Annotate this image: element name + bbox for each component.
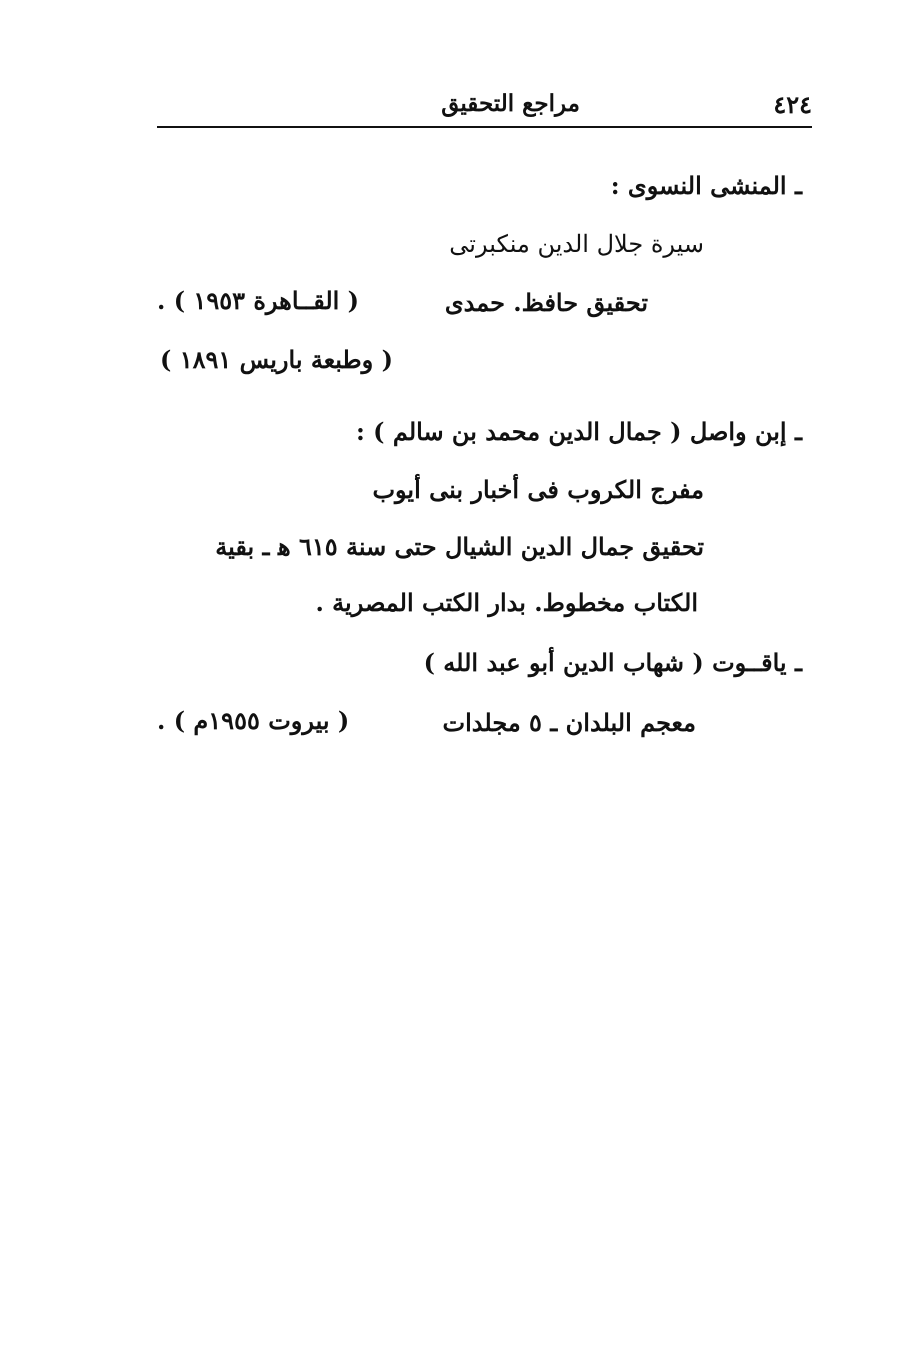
entry-2-note-line-1: تحقيق جمال الدين الشيال حتى سنة ٦١٥ ﻫ ـ بقية [215,532,704,561]
entry-3-author: ـ ياقــوت ( شهاب الدين أبو عبد الله ) [423,648,802,677]
entry-1-editor: تحقيق حافظ. حمدى [444,288,648,317]
page-number: ٤٢٤ [773,90,812,119]
page-header [157,82,812,126]
entry-1-author: ـ المنشى النسوى : [610,171,802,200]
entry-2-author: ـ إبن واصل ( جمال الدين محمد بن سالم ) : [355,417,802,446]
running-title: مراجع التحقيق [441,90,580,117]
entry-2-title: مفرج الكروب فى أخبار بنى أيوب [372,475,704,504]
entry-3-publication: ( بيروت ١٩٥٥م ) . [157,706,350,735]
entry-1-publication: ( القــاهرة ١٩٥٣ ) . [157,286,360,315]
entry-1-title: سيرة جلال الدين منكبرتى [449,230,704,258]
entry-3-title: معجم البلدان ـ ٥ مجلدات [442,708,696,737]
entry-2-note-line-2: الكتاب مخطوط. بدار الكتب المصرية . [315,588,698,617]
header-rule [157,126,812,128]
entry-1-note: ( وطبعة باريس ١٨٩١ ) [160,345,393,374]
